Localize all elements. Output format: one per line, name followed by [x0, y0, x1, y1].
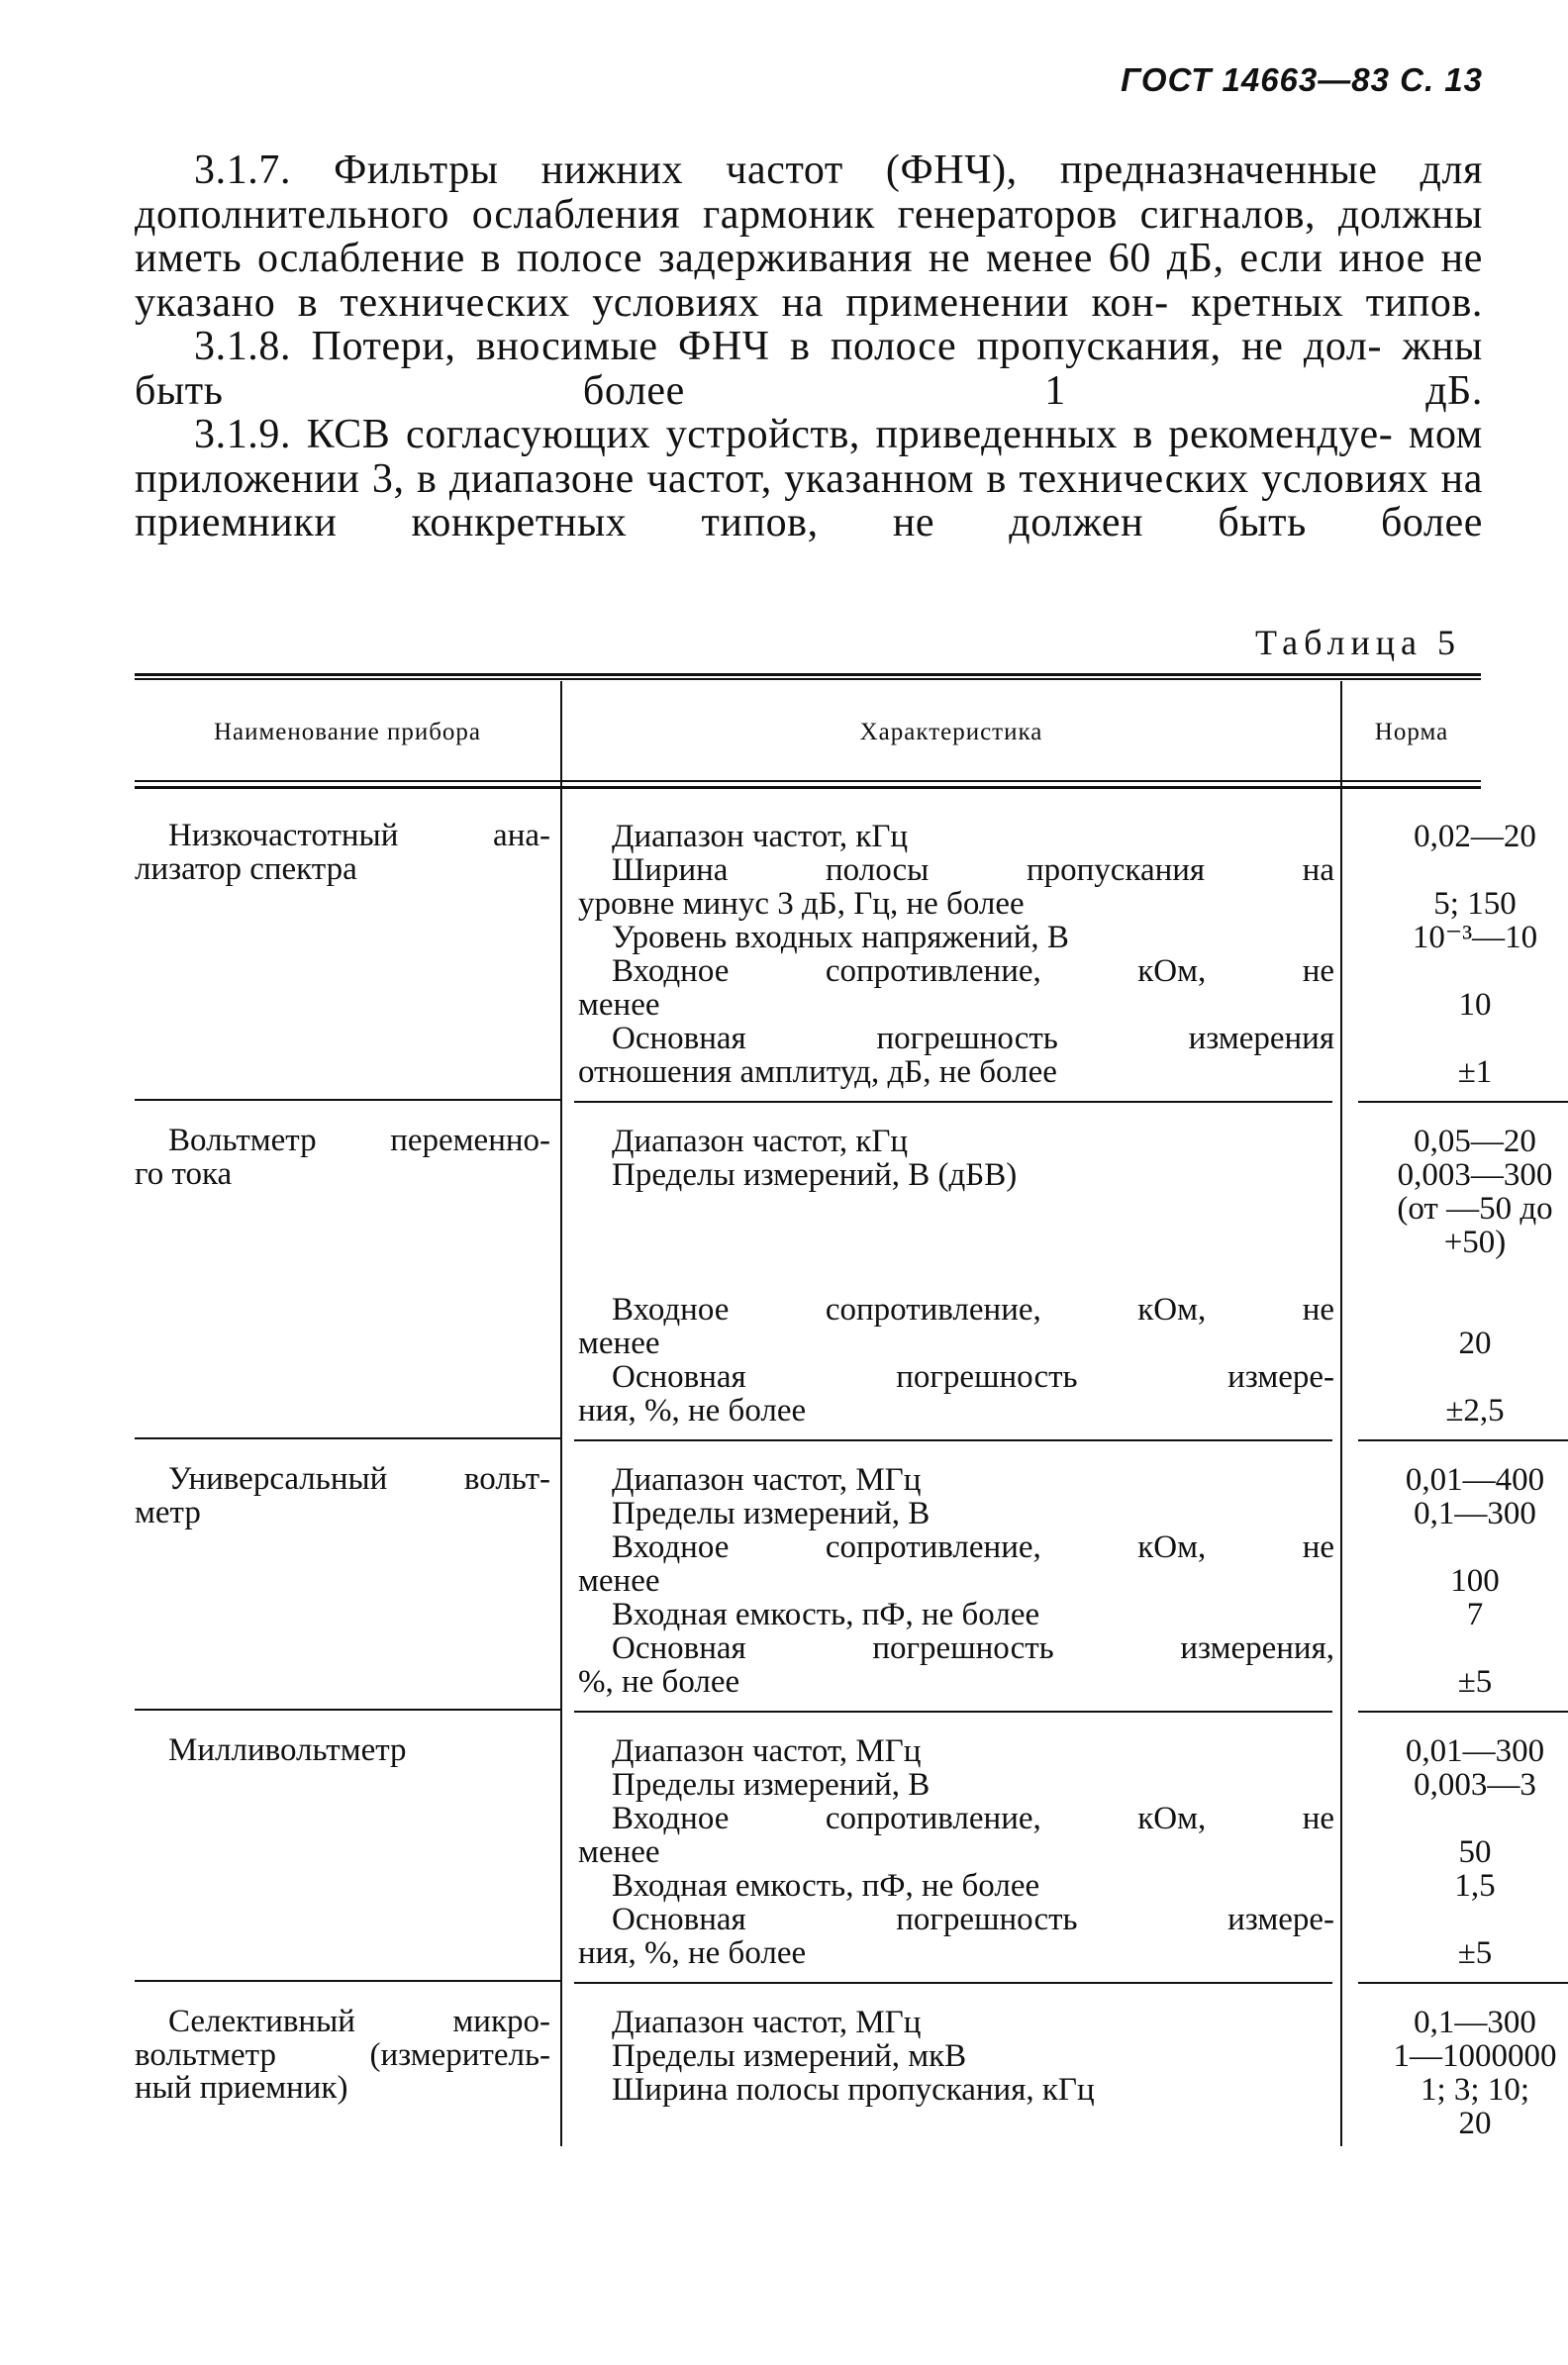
text-line: Пределы измерений, В	[612, 1496, 931, 1531]
text-line: Пределы измерений, мкВ	[612, 2038, 967, 2074]
text-line: лизатор спектра	[135, 850, 357, 887]
text-line: Ширина полосы пропускания, кГц	[612, 2072, 1095, 2108]
norm-cell	[1366, 1463, 1568, 1699]
text-line: Основная погрешность измере-	[612, 1902, 1334, 1937]
norm-value: 0,003—3	[1414, 1767, 1536, 1803]
norm-value	[1366, 1360, 1568, 1394]
header-norm: Норма	[1374, 719, 1449, 745]
row-divider	[135, 1709, 560, 1711]
header-bottom-rule-2	[135, 786, 1481, 789]
text-line: Основная погрешность измерения	[612, 1021, 1334, 1056]
text-line: мом приложении 3, в диапазоне частот, указанном в технических	[135, 412, 1483, 502]
text-line	[578, 1192, 1334, 1226]
text-line: отношения амплитуд, дБ, не более	[578, 1054, 1057, 1090]
text-line: должны иметь ослабление в полосе задерживания не менее 60 дБ,	[135, 191, 1483, 281]
device-name-cell	[135, 1734, 550, 1768]
text-line	[578, 1226, 1334, 1259]
text-line	[578, 1259, 1334, 1293]
norm-value: 100	[1450, 1563, 1500, 1599]
norm-value: 7	[1466, 1597, 1484, 1632]
text-line: менее	[578, 1326, 660, 1361]
characteristic-cell	[578, 2006, 1334, 2107]
text-line: Входное сопротивление, кОм, не	[612, 1292, 1334, 1328]
norm-value	[1366, 853, 1568, 887]
text-line: го тока	[135, 1155, 233, 1192]
norm-value: 0,01—300	[1405, 1733, 1545, 1769]
row-underline	[574, 1711, 1332, 1713]
norm-value: 0,1—300	[1414, 1496, 1536, 1531]
norm-value: 0,01—400	[1405, 1462, 1545, 1498]
norm-value: +50)	[1443, 1225, 1507, 1260]
norm-value	[1366, 1802, 1568, 1835]
text-line: уровне минус 3 дБ, Гц, не более	[578, 886, 1025, 922]
row-underline	[1358, 1439, 1568, 1441]
norm-value: 50	[1458, 1834, 1492, 1870]
header-characteristic: Характеристика	[859, 719, 1043, 745]
text-line: метр	[135, 1494, 201, 1530]
row-underline	[574, 1101, 1332, 1103]
norm-value: 10⁻³—10	[1412, 920, 1538, 955]
row-divider	[135, 1437, 560, 1439]
body-text	[135, 148, 1483, 545]
norm-value: 1,5	[1454, 1868, 1496, 1904]
row-underline	[1358, 1711, 1568, 1713]
table-5	[135, 673, 1557, 2158]
text-line: Основная погрешность измерения,	[612, 1630, 1334, 1666]
device-name-cell	[135, 1125, 550, 1191]
text-line: Входное сопротивление, кОм, не	[612, 953, 1334, 989]
norm-value: 0,003—300	[1397, 1157, 1553, 1193]
header-bottom-rule	[135, 780, 1481, 782]
text-line: жны быть более 1 дБ.	[135, 324, 1483, 414]
text-line: Универсальный вольт-	[168, 1461, 550, 1497]
text-line: Пределы измерений, В (дБВ)	[612, 1157, 1018, 1193]
text-line: Пределы измерений, В	[612, 1767, 931, 1803]
paragraph-3-1-9	[135, 413, 1483, 545]
text-line: менее	[578, 987, 660, 1023]
col-separator-2	[1340, 681, 1342, 2146]
norm-cell	[1366, 2006, 1568, 2140]
table-caption: Таблица 5	[1255, 623, 1461, 662]
device-name-cell	[135, 1463, 550, 1529]
text-line: Основная погрешность измере-	[612, 1359, 1334, 1395]
text-line: Входная емкость, пФ, не более	[612, 1597, 1040, 1632]
device-name-cell	[135, 2006, 550, 2106]
norm-value: 5; 150	[1433, 886, 1517, 922]
row-underline	[1358, 1982, 1568, 1984]
norm-value: ±5	[1457, 1935, 1493, 1971]
norm-value	[1366, 1293, 1568, 1327]
norm-cell	[1366, 1734, 1568, 1970]
text-line: Диапазон частот, МГц	[612, 1462, 922, 1498]
text-line: менее	[578, 1834, 660, 1870]
norm-value: 20	[1458, 1326, 1492, 1361]
text-line: ния, %, не более	[578, 1393, 807, 1429]
norm-value: 10	[1458, 987, 1492, 1023]
text-line: Диапазон частот, кГц	[612, 819, 909, 854]
characteristic-cell	[578, 820, 1334, 1089]
text-line: Диапазон частот, МГц	[612, 1733, 922, 1769]
device-name-cell	[135, 820, 550, 886]
text-line: 3.1.9. КСВ согласующих устройств, приведенных в рекомендуе-	[194, 412, 1394, 457]
norm-value	[1366, 1530, 1568, 1564]
norm-value: 0,05—20	[1414, 1124, 1536, 1159]
characteristic-cell	[578, 1734, 1334, 1970]
norm-value	[1366, 954, 1568, 988]
norm-value: 1—1000000	[1393, 2038, 1557, 2074]
row-divider	[135, 1099, 560, 1101]
norm-value: ±1	[1457, 1054, 1493, 1090]
text-line: условиях на приемники конкретных типов, не должен быть более	[135, 455, 1484, 545]
row-divider	[135, 1980, 560, 1982]
text-line: Ширина полосы пропускания на	[612, 852, 1334, 888]
norm-value: ±5	[1457, 1664, 1493, 1700]
paragraph-3-1-7	[135, 148, 1483, 325]
norm-value	[1366, 1259, 1568, 1293]
text-line: Входная емкость, пФ, не более	[612, 1868, 1040, 1904]
norm-value	[1366, 1022, 1568, 1055]
text-line: Входное сопротивление, кОм, не	[612, 1529, 1334, 1565]
norm-value: 20	[1458, 2106, 1492, 2141]
norm-value: 0,1—300	[1414, 2005, 1536, 2040]
text-line: ный приемник)	[135, 2070, 348, 2106]
text-line: ния, %, не более	[578, 1935, 807, 1971]
norm-value	[1366, 1631, 1568, 1665]
table-top-rule	[135, 673, 1481, 676]
text-line: Уровень входных напряжений, В	[612, 920, 1069, 955]
text-line: 3.1.8. Потери, вносимые ФНЧ в полосе пропускания, не дол-	[194, 324, 1383, 369]
text-line: Диапазон частот, кГц	[612, 1124, 909, 1159]
norm-cell	[1366, 820, 1568, 1089]
page-header: ГОСТ 14663—83 С. 13	[1121, 61, 1483, 98]
text-line: кретных типов.	[1191, 279, 1483, 326]
text-line: менее	[578, 1563, 660, 1599]
text-line: вольтметр (измеритель-	[135, 2036, 550, 2073]
norm-cell	[1366, 1125, 1568, 1428]
characteristic-cell	[578, 1125, 1334, 1428]
text-line: дополнительного ослабления гармоник генераторов сигналов,	[135, 191, 1317, 238]
row-underline	[574, 1982, 1332, 1984]
text-line: Диапазон частот, МГц	[612, 2005, 922, 2040]
text-line: 3.1.7. Фильтры нижних частот (ФНЧ), предназначенные для	[194, 148, 1483, 193]
text-line: %, не более	[578, 1664, 740, 1700]
row-underline	[574, 1439, 1332, 1441]
text-line: если иное не указано в технических условиях на применении кон-	[135, 236, 1483, 326]
characteristic-cell	[578, 1463, 1334, 1699]
text-line: Вольтметр переменно-	[168, 1123, 550, 1158]
text-line: Входное сопротивление, кОм, не	[612, 1801, 1334, 1836]
paragraph-3-1-8	[135, 325, 1483, 413]
row-underline	[1358, 1101, 1568, 1103]
norm-value: 0,02—20	[1414, 819, 1536, 854]
table-top-rule-2	[135, 678, 1481, 680]
col-separator-1	[560, 681, 562, 2146]
norm-value	[1366, 1903, 1568, 1936]
norm-value: 1; 3; 10;	[1420, 2072, 1529, 2108]
text-line: Селективный микро-	[168, 2004, 550, 2039]
header-device-name: Наименование прибора	[213, 719, 482, 745]
norm-value: (от —50 до	[1397, 1191, 1553, 1227]
norm-value: ±2,5	[1445, 1393, 1505, 1429]
text-line: Милливольтметр	[168, 1732, 407, 1768]
text-line: Низкочастотный ана-	[168, 818, 550, 853]
